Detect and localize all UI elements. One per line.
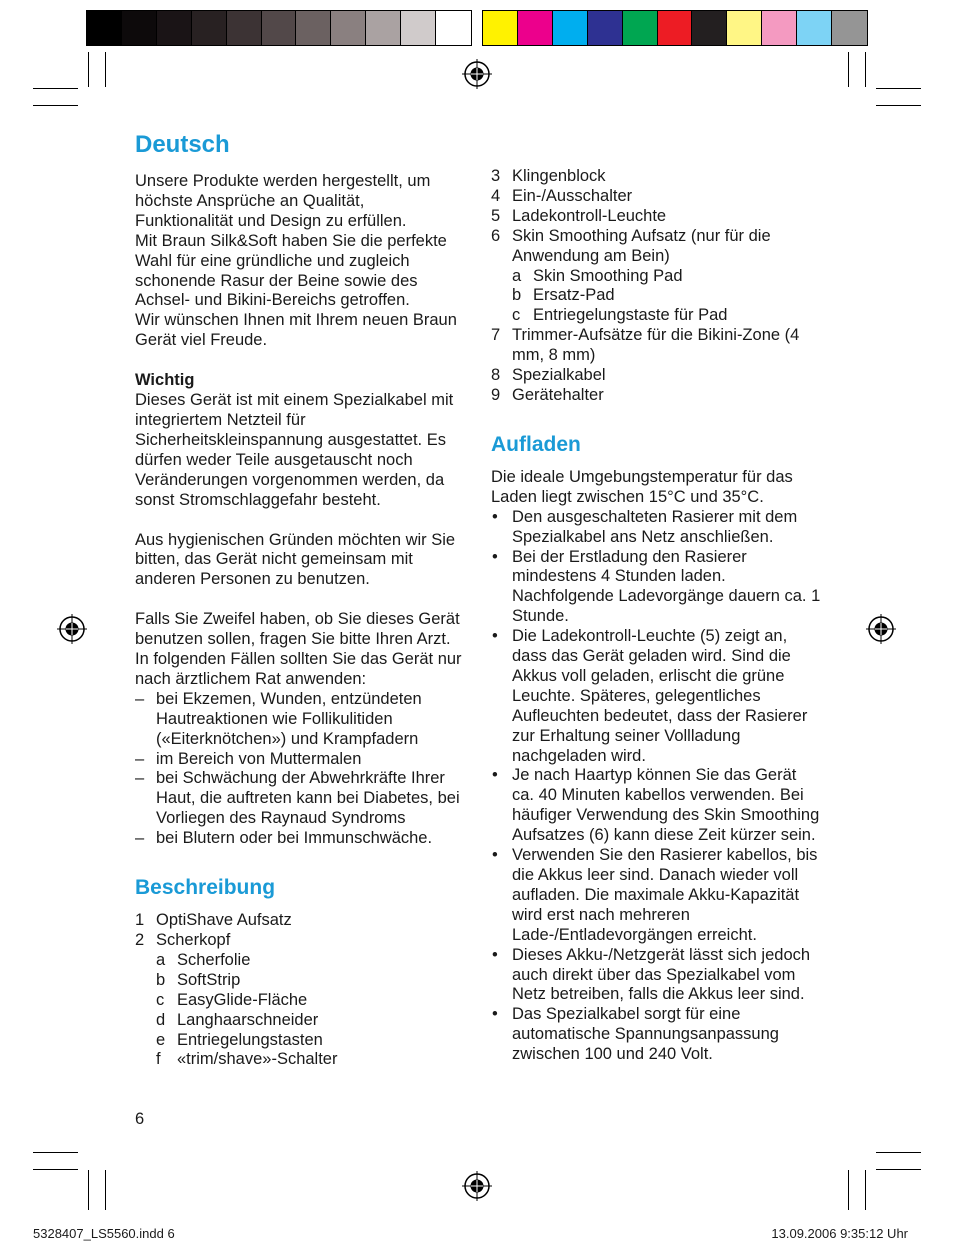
list-item: c EasyGlide-Fläche bbox=[156, 990, 308, 1009]
crop-mark bbox=[876, 1152, 921, 1153]
list-item: e Entriegelungstasten bbox=[156, 1030, 323, 1049]
list-item: • Dieses Akku-/Netzgerät lässt sich jedoch auch direkt über das Spezialkabel vom Netz betreiben, falls die Akkus leer sind. bbox=[491, 946, 821, 1006]
color-swatch bbox=[436, 11, 471, 45]
color-swatch bbox=[262, 11, 297, 45]
section-title-description: Beschreibung bbox=[135, 876, 276, 900]
list-item: – bei Ekzemen, Wunden, entzündeten Hautreaktionen wie Follikulitiden («Eiterknötchen») und Krampfadern bbox=[135, 690, 465, 750]
list-item: 1 OptiShave Aufsatz bbox=[135, 911, 292, 930]
crop-mark bbox=[88, 52, 89, 87]
color-swatch bbox=[518, 11, 553, 45]
registration-mark-icon bbox=[866, 614, 896, 644]
intro-paragraph: Unsere Produkte werden hergestellt, um höchste Ansprüche an Qualität, Funktionalität und Design zu erfüllen. bbox=[135, 172, 431, 230]
registration-mark-icon bbox=[57, 614, 87, 644]
crop-mark bbox=[876, 88, 921, 89]
color-swatch bbox=[588, 11, 623, 45]
color-swatch bbox=[483, 11, 518, 45]
list-item: • Das Spezialkabel sorgt für eine automatische Spannungsanpassung zwischen 100 und 240 Volt. bbox=[491, 1005, 821, 1065]
color-swatch bbox=[331, 11, 366, 45]
list-item: 5 Ladekontroll-Leuchte bbox=[491, 206, 667, 225]
list-item: d Langhaarschneider bbox=[156, 1010, 319, 1029]
color-swatch bbox=[192, 11, 227, 45]
list-item: c Entriegelungstaste für Pad bbox=[512, 306, 728, 325]
intro-paragraph: Wir wünschen Ihnen mit Ihrem neuen Braun Gerät viel Freude. bbox=[135, 311, 457, 350]
registration-mark-icon bbox=[462, 59, 492, 89]
conditions-list bbox=[135, 690, 465, 849]
list-item: • Die Ladekontroll-Leuchte (5) zeigt an, dass das Gerät geladen wird. Sind die Akkus voll geladen, erlischt die grüne Leuchte. Späteres, gelegentliches Aufleuchten bedeutet, dass der Rasierer zur Erhaltung seiner Vollladung nachgeladen wird. bbox=[491, 627, 821, 766]
crop-mark bbox=[33, 1152, 78, 1153]
color-swatch bbox=[658, 11, 693, 45]
list-item: 2 Scherkopf bbox=[135, 931, 231, 949]
section-title-charging: Aufladen bbox=[491, 432, 581, 456]
color-swatch bbox=[296, 11, 331, 45]
list-item: f «trim/shave»-Schalter bbox=[156, 1050, 338, 1069]
list-item: 3 Klingenblock bbox=[491, 167, 606, 185]
list-item: • Verwenden Sie den Rasierer kabellos, bis die Akkus leer sind. Danach wieder voll aufladen. Die maximale Akku-Kapazität wird erst nach mehreren Lade-/Entladevorgängen erreicht. bbox=[491, 846, 821, 946]
important-text: Dieses Gerät ist mit einem Spezialkabel mit integriertem Netzteil für Sicherheitskleinspannung ausgestattet. Es dürfen weder Teile ausgetauscht noch Veränderungen vorgenommen werden, da sonst Stromschlaggefahr besteht. bbox=[135, 391, 454, 509]
list-item: • Bei der Erstladung den Rasierer mindestens 4 Stunden laden. Nachfolgende Ladevorgänge dauern ca. 1 Stunde. bbox=[491, 548, 821, 628]
crop-mark bbox=[876, 105, 921, 106]
color-swatch bbox=[227, 11, 262, 45]
right-column bbox=[491, 167, 821, 1065]
color-swatch bbox=[727, 11, 762, 45]
color-swatch bbox=[157, 11, 192, 45]
important-heading: Wichtig bbox=[135, 371, 195, 390]
color-swatch bbox=[623, 11, 658, 45]
list-item: 4 Ein-/Ausschalter bbox=[491, 186, 633, 205]
list-item: – bei Blutern oder bei Immunschwäche. bbox=[135, 829, 465, 849]
list-item: – bei Schwächung der Abwehrkräfte Ihrer Haut, die auftreten kann bei Diabetes, bei Vorliegen des Raynaud Syndroms bbox=[135, 769, 465, 829]
page-number: 6 bbox=[135, 1110, 145, 1128]
left-column bbox=[135, 130, 465, 1070]
list-item: – im Bereich von Muttermalen bbox=[135, 750, 465, 770]
color-swatch bbox=[797, 11, 832, 45]
color-swatch bbox=[122, 11, 157, 45]
crop-mark bbox=[865, 52, 866, 87]
list-item: • Den ausgeschalteten Rasierer mit dem Spezialkabel ans Netz anschließen. bbox=[491, 508, 821, 548]
list-item: 9 Gerätehalter bbox=[491, 385, 604, 404]
color-swatch bbox=[692, 11, 727, 45]
doubt-text: Falls Sie Zweifel haben, ob Sie dieses Gerät benutzen sollen, fragen Sie bitte Ihren Arzt. In folgenden Fällen sollten Sie das Gerät nur nach ärztlichem Rat anwenden: bbox=[135, 610, 462, 688]
list-item: b Ersatz-Pad bbox=[512, 286, 615, 305]
list-item: 6 Skin Smoothing Aufsatz (nur für die Anwendung am Bein) bbox=[491, 226, 771, 265]
intro-paragraph: Mit Braun Silk&Soft haben Sie die perfekte Wahl für eine gründliche und zugleich schonende Rasur der Beine sowie des Achsel- und Bikini-Bereichs getroffen. bbox=[135, 231, 447, 310]
slug-file: 5328407_LS5560.indd 6 bbox=[33, 1226, 175, 1241]
crop-mark bbox=[88, 1170, 89, 1210]
list-item: • Je nach Haartyp können Sie das Gerät ca. 40 Minuten kabellos verwenden. Bei häufiger Verwendung des Skin Smoothing Aufsatzes (6) kann diese Zeit kürzer sein. bbox=[491, 766, 821, 846]
slug-timestamp: 13.09.2006 9:35:12 Uhr bbox=[771, 1226, 908, 1241]
color-swatch bbox=[366, 11, 401, 45]
crop-mark bbox=[33, 88, 78, 89]
list-item: 8 Spezialkabel bbox=[491, 366, 606, 385]
charging-list bbox=[491, 508, 821, 1065]
crop-mark bbox=[33, 105, 78, 106]
list-item: a Skin Smoothing Pad bbox=[512, 266, 683, 285]
crop-mark bbox=[848, 52, 849, 87]
page-title: Deutsch bbox=[135, 131, 230, 158]
crop-mark bbox=[848, 1170, 849, 1210]
color-swatch bbox=[762, 11, 797, 45]
crop-mark bbox=[876, 1169, 921, 1170]
list-item: b SoftStrip bbox=[156, 970, 241, 989]
hygiene-text: Aus hygienischen Gründen möchten wir Sie bitten, das Gerät nicht gemeinsam mit anderen Personen zu benutzen. bbox=[135, 530, 456, 589]
charging-intro: Die ideale Umgebungstemperatur für das Laden liegt zwischen 15°C und 35°C. bbox=[491, 467, 793, 506]
crop-mark bbox=[33, 1169, 78, 1170]
grayscale-calibration-bar bbox=[86, 10, 472, 46]
crop-mark bbox=[105, 52, 106, 87]
color-swatch bbox=[832, 11, 867, 45]
crop-mark bbox=[865, 1170, 866, 1210]
color-swatch bbox=[401, 11, 436, 45]
color-swatch bbox=[87, 11, 122, 45]
list-item: 7 Trimmer-Aufsätze für die Bikini-Zone (4 mm, 8 mm) bbox=[491, 326, 800, 365]
crop-mark bbox=[105, 1170, 106, 1210]
color-swatch bbox=[553, 11, 588, 45]
registration-mark-icon bbox=[462, 1171, 492, 1201]
color-calibration-bar bbox=[482, 10, 868, 46]
list-item: a Scherfolie bbox=[156, 950, 251, 969]
